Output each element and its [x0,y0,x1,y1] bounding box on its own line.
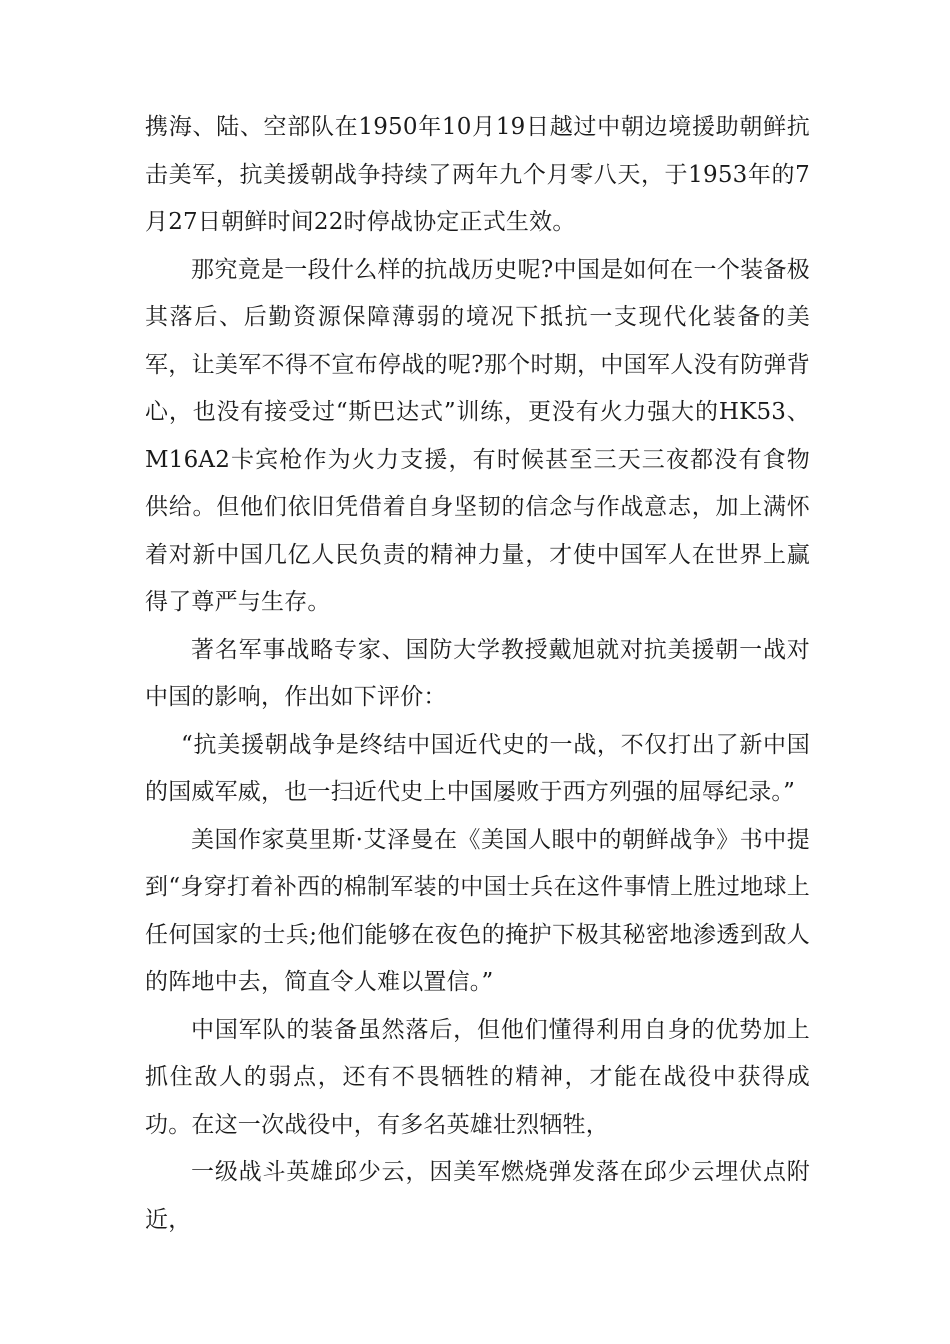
paragraph-2: 那究竟是一段什么样的抗战历史呢?中国是如何在一个装备极其落后、后勤资源保障薄弱的境况下抵抗一支现代化装备的美军，让美军不得不宣布停战的呢?那个时期，中国军人没有防弹背心，也没有接受过“斯巴达式”训练，更没有火力强大的HK53、M16A2卡宾枪作为火力支援，有时候甚至三天三夜都没有食物供给。但他们依旧凭借着自身坚韧的信念与作战意志，加上满怀着对新中国几亿人民负责的精神力量，才使中国军人在世界上赢得了尊严与生存。 [145,256,810,615]
paragraph-6: 中国军队的装备虽然落后，但他们懂得利用自身的优势加上抓住敌人的弱点，还有不畏牺牲的精神，才能在战役中获得成功。在这一次战役中，有多名英雄壮烈牺牲， [145,1016,810,1138]
paragraph-7: 一级战斗英雄邱少云，因美军燃烧弹发落在邱少云埋伏点附近， [145,1159,810,1233]
document-body [145,104,810,1244]
paragraph-4-quote: “抗美援朝战争是终结中国近代史的一战，不仅打出了新中国的国威军威，也一扫近代史上中国屡败于西方列强的屈辱纪录。” [145,731,810,805]
paragraph-3: 著名军事战略专家、国防大学教授戴旭就对抗美援朝一战对中国的影响，作出如下评价： [145,636,810,710]
paragraph-1: 携海、陆、空部队在1950年10月19日越过中朝边境援助朝鲜抗击美军，抗美援朝战争持续了两年九个月零八天，于1953年的7月27日朝鲜时间22时停战协定正式生效。 [145,114,810,235]
paragraph-5: 美国作家莫里斯·艾泽曼在《美国人眼中的朝鲜战争》书中提到“身穿打着补西的棉制军装的中国士兵在这件事情上胜过地球上任何国家的士兵;他们能够在夜色的掩护下极其秘密地渗透到敌人的阵地中去，简直令人难以置信。” [145,826,810,995]
